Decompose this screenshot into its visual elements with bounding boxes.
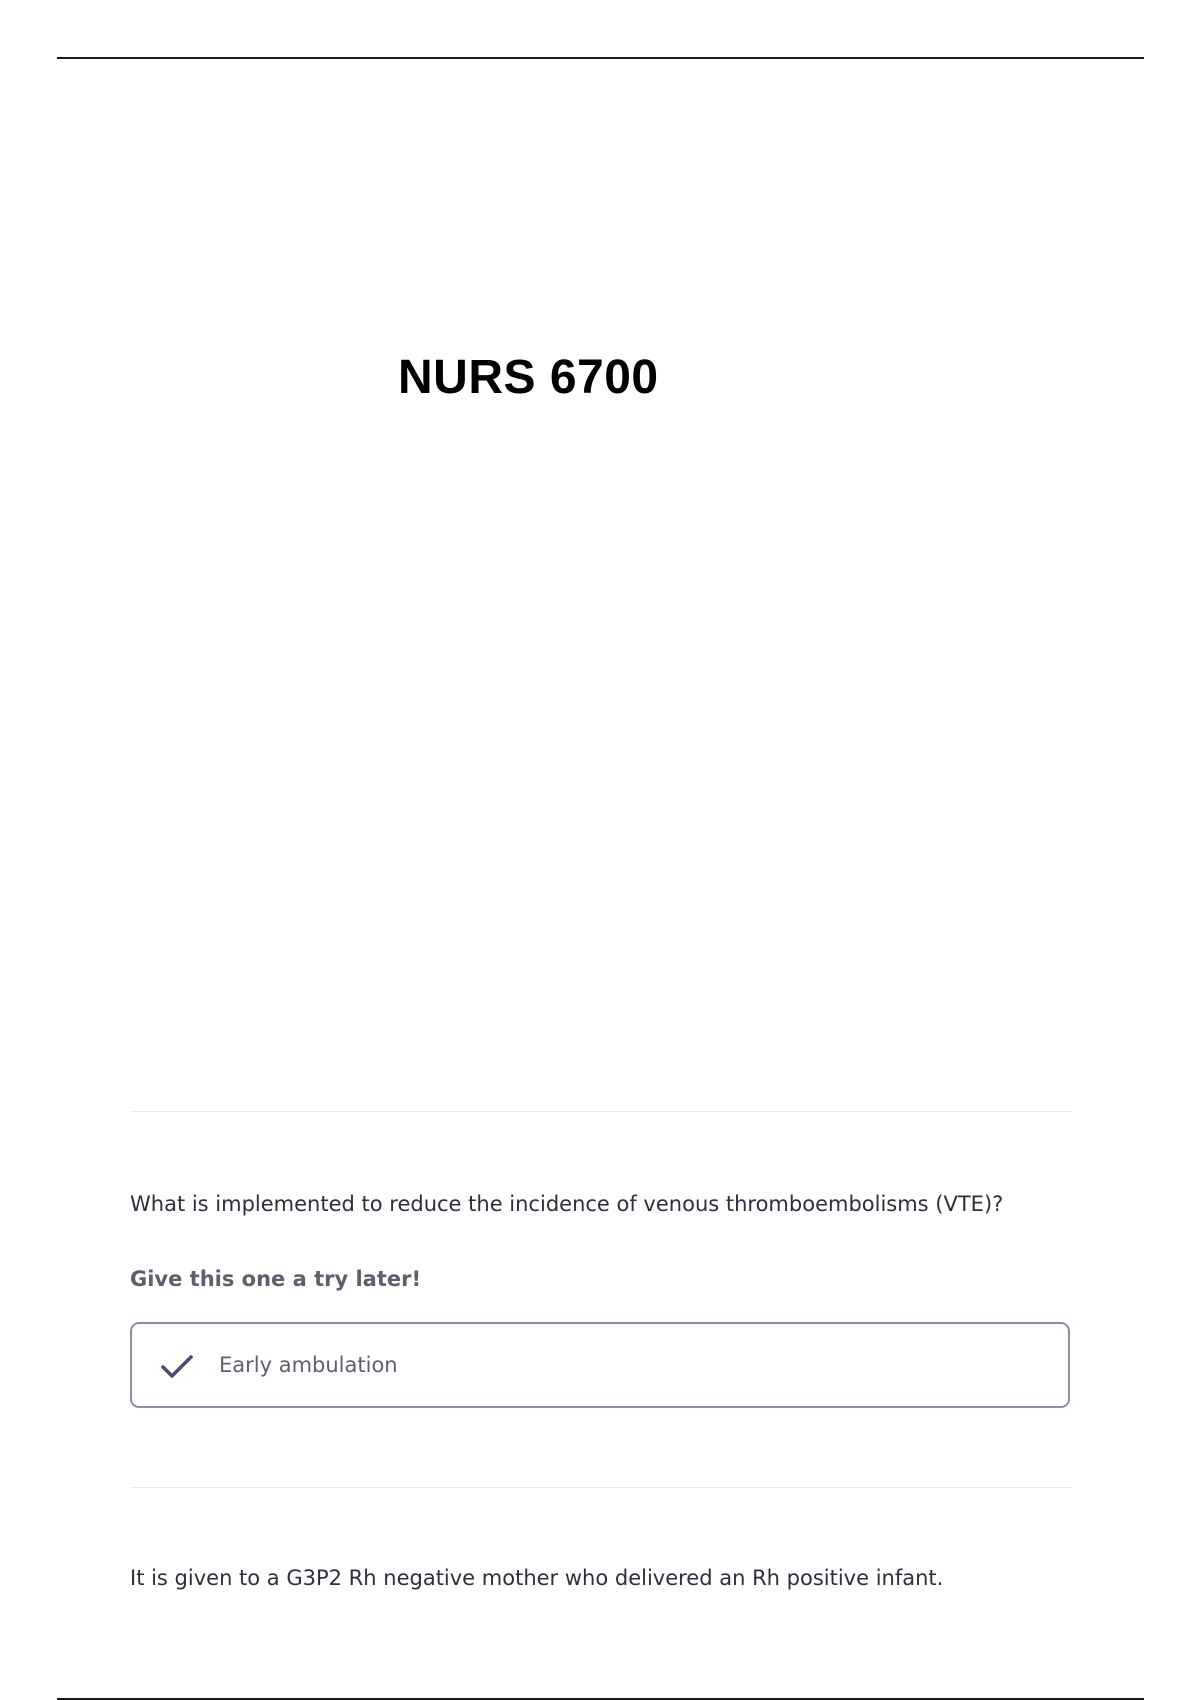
card-divider <box>130 1111 1072 1112</box>
checkmark-icon <box>160 1353 194 1381</box>
card-divider <box>130 1487 1072 1488</box>
answer-text: Early ambulation <box>219 1353 398 1377</box>
answer-option[interactable] <box>130 1322 1070 1408</box>
page-top-rule <box>57 57 1144 59</box>
flashcard-question: It is given to a G3P2 Rh negative mother who delivered an Rh positive infant. <box>130 1566 944 1590</box>
flashcard-question: What is implemented to reduce the incidence of venous thromboembolisms (VTE)? <box>130 1192 1004 1216</box>
page-title: NURS 6700 <box>398 351 659 404</box>
flashcard-hint: Give this one a try later! <box>130 1267 422 1291</box>
